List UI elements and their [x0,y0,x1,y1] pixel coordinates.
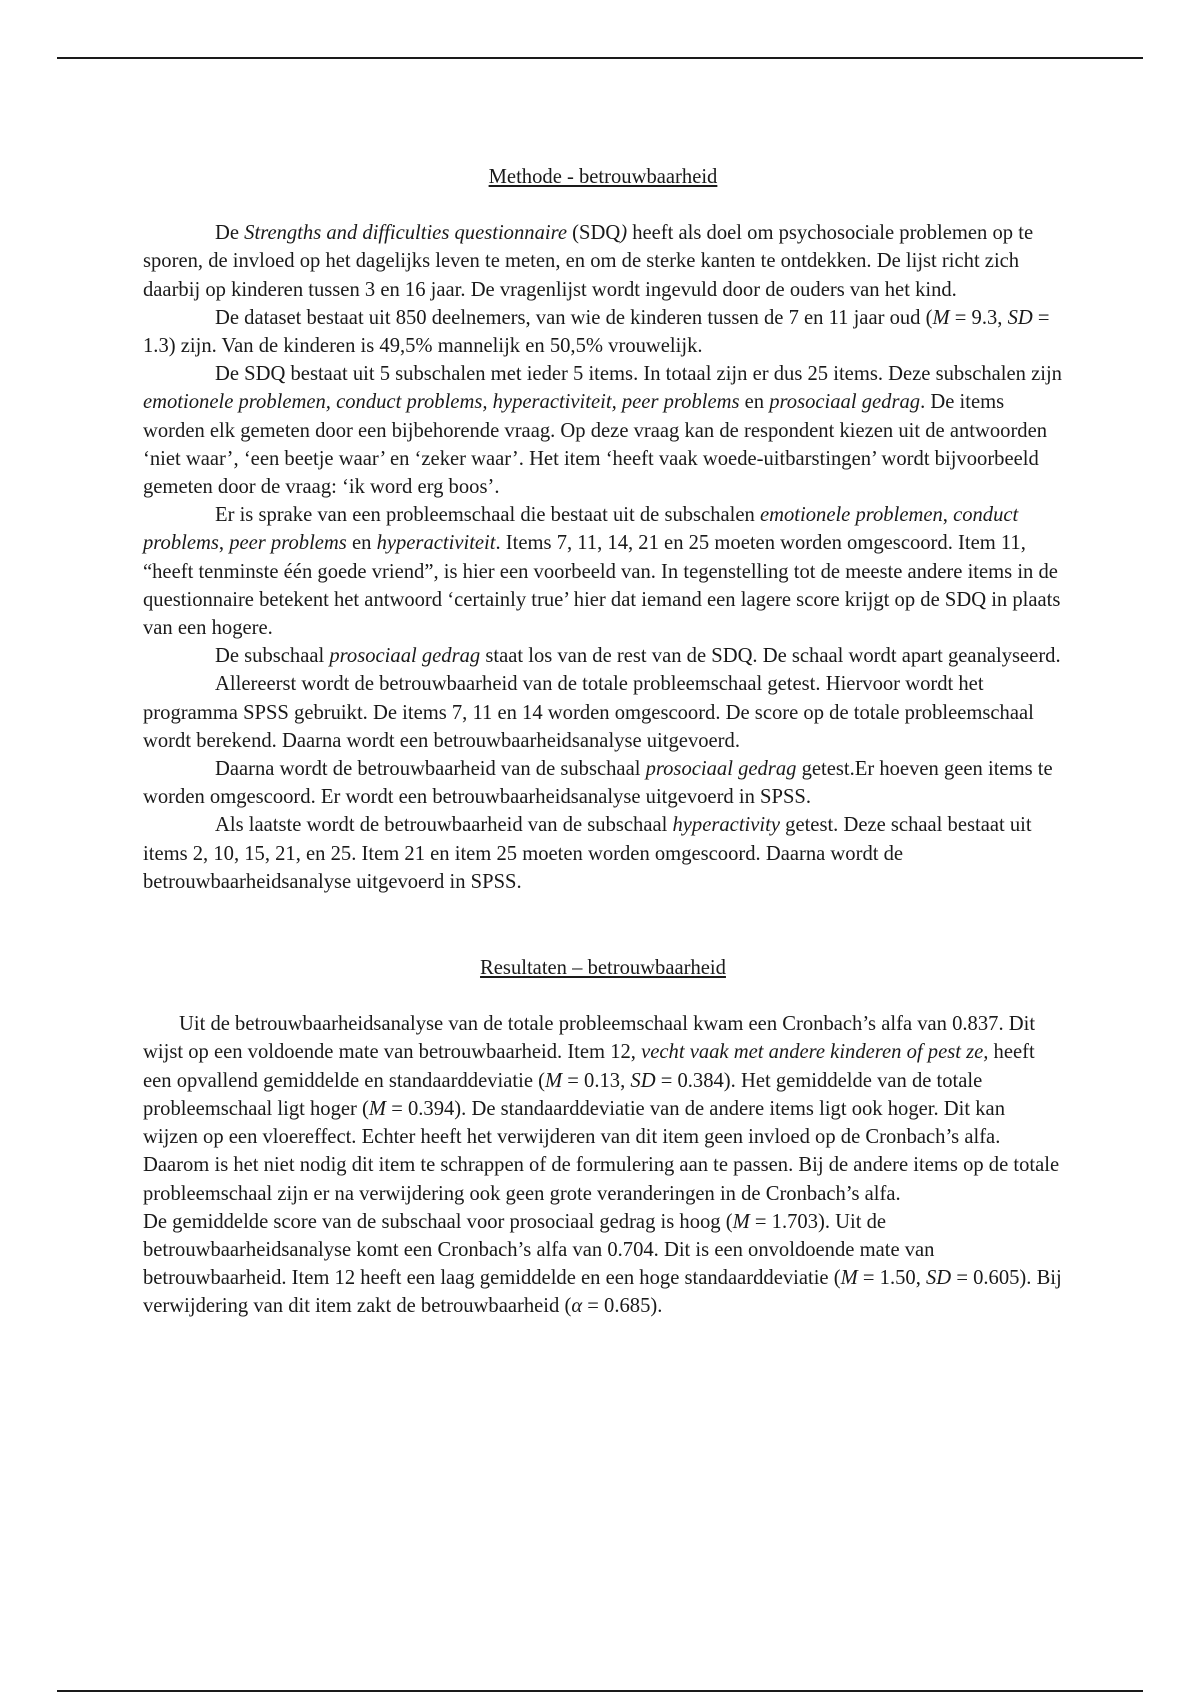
methode-paragraph-7 [143,755,1063,811]
text-run: . De items worden elk gemeten door een bijbehorende vraag. Op deze vraag kan de respondent kiezen uit de antwoorden ‘niet waar’, ‘een beetje waar’ en ‘zeker waar’. Het item ‘heeft vaak woede-uitbarstingen’ wordt bijvoorbeeld gemeten door de vraag: ‘ik word erg boos’. [143,391,1048,499]
section-methode [143,163,1063,896]
text-run: en [346,532,377,555]
text-run: = 0.13, [562,1069,631,1092]
resultaten-heading: Resultaten – betrouwbaarheid [480,957,726,980]
methode-paragraph-1 [143,219,1063,304]
text-run: , [942,504,954,527]
text-run: staat los van de rest van de SDQ. De schaal wordt apart geanalyseerd. [480,645,1061,668]
section-resultaten [143,954,1063,1320]
text-run: Als laatste wordt de betrouwbaarheid van de subschaal [215,814,673,837]
italic-term: emotionele problemen, conduct problems, hyperactiviteit, peer problems [143,391,740,414]
italic-term: emotionele problemen [759,504,943,527]
italic-term: vecht vaak met andere kinderen of pest ze, [641,1041,989,1064]
italic-term: M [368,1097,387,1120]
italic-term: ) [620,222,628,245]
text-run: heeft een opvallend gemiddelde en standaarddeviatie ( [143,1041,1035,1092]
text-run: getest. Deze schaal bestaat uit items 2, 10, 15, 21, en 25. Item 21 en item 25 moeten worden omgescoord. Daarna wordt de betrouwbaarheidsanalyse uitgevoerd in SPSS. [143,814,1032,893]
text-run: heeft als doel om psychosociale problemen op te sporen, de invloed op het dagelijks leven te meten, en om de sterke kanten te ontdekken. De lijst richt zich daarbij op kinderen tussen 3 en 16 jaar. De vragenlijst wordt ingevuld door de ouders van het kind. [143,222,1034,301]
italic-term: M [932,306,950,329]
methode-paragraph-3 [143,360,1063,501]
text-run: = 1.3) zijn. Van de kinderen is 49,5% mannelijk en 50,5% vrouwelijk. [143,306,1050,358]
text-run: = 0.384). Het gemiddelde van de totale probleemschaal ligt hoger ( [143,1069,983,1120]
italic-term: SD [926,1267,952,1290]
text-run: getest.Er hoeven geen items te worden omgescoord. Er wordt een betrouwbaarheidsanalyse uitgevoerd in SPSS. [143,758,1053,809]
text-run: = 0.394). De standaarddeviatie van de andere items ligt ook hoger. Dit kan wijzen op een vloereffect. Echter heeft het verwijderen van dit item geen invloed op de Cronbach’s alfa. Daarom is het niet nodig dit item te schrappen of de formulering aan te passen. Bij de andere items op de totale probleemschaal zijn er na verwijdering ook geen grote veranderingen in de Cronbach’s alfa. [143,1097,1060,1205]
italic-term: Strengths and difficulties questionnaire [244,222,567,245]
methode-paragraph-6: Allereerst wordt de betrouwbaarheid van de totale probleemschaal getest. Hiervoor wordt het programma SPSS gebruikt. De items 7, 11 en 14 worden omgescoord. De score op de totale probleemschaal wordt berekend. Daarna wordt een betrouwbaarheidsanalyse uitgevoerd. [143,673,1034,752]
italic-term: peer problems [229,532,347,555]
methode-paragraph-5 [143,642,1063,670]
italic-term: M [544,1069,563,1092]
bottom-rule [57,1690,1143,1692]
text-run: = 9.3, [949,306,1008,329]
text-run: en [739,391,770,414]
resultaten-paragraph-1 [143,1010,1063,1207]
text-run: De dataset bestaat uit 850 deelnemers, van wie de kinderen tussen de 7 en 11 jaar oud ( [215,306,933,329]
text-run: Er is sprake van een probleemschaal die bestaat uit de subschalen [215,504,760,527]
methode-paragraph-4 [143,501,1063,642]
text-run: = 1.50, [857,1267,926,1290]
italic-term: SD [1007,306,1033,329]
italic-term: α [571,1295,583,1318]
text-run: De [215,222,245,245]
top-rule [57,57,1143,59]
document-body [143,163,1063,1321]
text-run: De gemiddelde score van de subschaal voor prosociaal gedrag is hoog ( [143,1210,733,1233]
methode-paragraph-2 [143,304,1063,360]
italic-term: SD [630,1069,656,1092]
methode-paragraph-8 [143,811,1063,896]
italic-term: prosociaal gedrag [769,391,921,414]
italic-term: M [732,1210,750,1233]
text-run: De SDQ bestaat uit 5 subschalen met ieder 5 items. In totaal zijn er dus 25 items. Deze subschalen zijn [215,363,1062,386]
text-run: (SDQ [566,222,621,245]
methode-heading: Methode - betrouwbaarheid [488,166,718,188]
text-run: = 1.703). Uit de betrouwbaarheidsanalyse komt een Cronbach’s alfa van 0.704. Dit is een onvoldoende mate van betrouwbaarheid. Item 12 heeft een laag gemiddelde en een hoge standaarddeviatie ( [143,1210,935,1290]
text-run: Daarna wordt de betrouwbaarheid van de subschaal [215,758,646,781]
resultaten-paragraph-2 [143,1208,1063,1321]
text-run: Uit de betrouwbaarheidsanalyse van de totale probleemschaal kwam een Cronbach’s alfa van 0.837. Dit wijst op een voldoende mate van betrouwbaarheid. Item 12, [143,1013,1036,1064]
italic-term: prosociaal gedrag [645,758,797,781]
text-run: De subschaal [215,645,330,668]
italic-term: hyperactivity [672,814,780,837]
italic-term: prosociaal gedrag [329,645,481,668]
text-run: = 0.605). Bij verwijdering van dit item zakt de betrouwbaarheid ( [143,1267,1062,1318]
italic-term: M [840,1267,858,1290]
italic-term: conduct problems [143,504,1019,555]
text-run: = 0.685). [582,1295,663,1318]
text-run: . Items 7, 11, 14, 21 en 25 moeten worden omgescoord. Item 11, “heeft tenminste één goede vriend”, is hier een voorbeeld van. In tegenstelling tot de meeste andere items in de questionnaire betekent het antwoord ‘certainly true’ hier dat iemand een lagere score krijgt op de SDQ in plaats van een hogere. [143,532,1061,640]
text-run: , [218,532,230,555]
italic-term: hyperactiviteit [376,532,496,555]
